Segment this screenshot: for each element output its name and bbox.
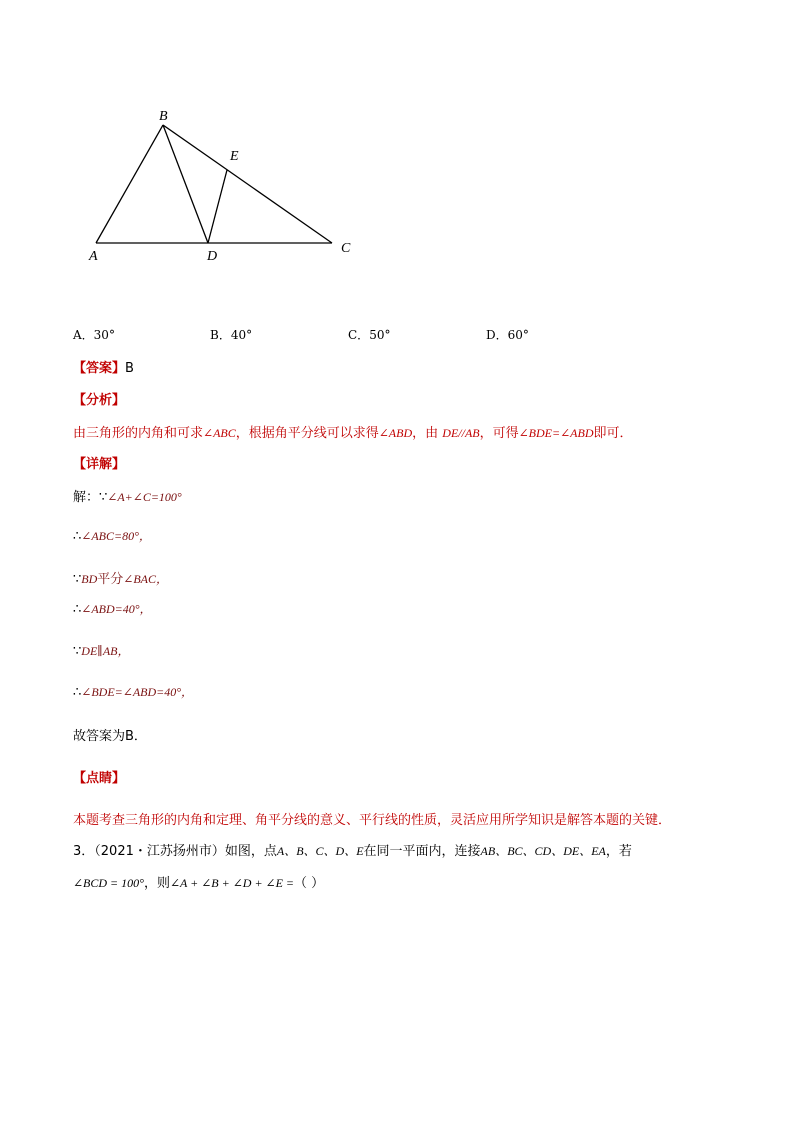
detail-step-2-text: ∠ABC=80°，: [81, 529, 151, 543]
question-3-given: ∠BCD = 100°: [73, 876, 144, 890]
question-3-then: ，则: [143, 876, 170, 891]
question-3-segments: AB、BC、CD、DE、EA: [480, 844, 606, 858]
analysis-t2: ∠ABC: [203, 426, 236, 440]
label-D: D: [207, 249, 218, 264]
analysis-t1: 由三角形的内角和可求: [73, 426, 204, 441]
analysis-t4: ∠ABD: [378, 426, 413, 440]
question-3-middle: 在同一平面内，连接: [363, 844, 481, 859]
option-b: [210, 326, 252, 343]
option-d-value: 60°: [507, 328, 529, 342]
detail-step-3b: 平分: [97, 572, 124, 587]
answer-line: [73, 357, 134, 376]
comment-text: 本题考查三角形的内角和定理、角平分线的意义、平行线的性质，灵活应用所学知识是解答本题的关键．: [73, 813, 672, 828]
detail-step-6: [73, 683, 193, 700]
analysis-t7: ，可得: [479, 426, 519, 441]
detail-tag: 【详解】: [73, 457, 126, 472]
answer-tag: 【答案】: [73, 361, 126, 376]
question-3-blank: （ ）: [294, 876, 325, 891]
analysis-t3: ，根据角平分线可以求得: [235, 426, 379, 441]
question-3-expression: ∠A + ∠B + ∠D + ∠E =: [169, 876, 295, 890]
analysis-text: [73, 422, 633, 441]
label-E: E: [230, 149, 239, 164]
label-B: B: [159, 109, 168, 124]
detail-step-1: [73, 486, 182, 505]
detail-step-3-prefix: ∵: [73, 572, 82, 587]
option-a-value: 30°: [93, 328, 115, 342]
question-3-points: A、B、C、D、E: [276, 844, 364, 858]
detail-step-2-prefix: ∴: [73, 529, 82, 544]
label-C: C: [341, 241, 351, 256]
question-3-intro: 3．（2021・江苏扬州市）如图，点: [73, 844, 277, 859]
option-a-letter: A．: [73, 328, 94, 342]
detail-step-6-prefix: ∴: [73, 685, 82, 700]
comment-tag: 【点睛】: [73, 771, 126, 786]
label-A: A: [89, 249, 98, 264]
triangle-diagram: [80, 100, 380, 280]
option-b-value: 40°: [230, 328, 253, 342]
analysis-t9: 即可．: [593, 426, 633, 441]
detail-step-1-prefix: 解：∵: [73, 490, 108, 505]
option-d-letter: D．: [486, 328, 508, 342]
segment-BC: [163, 125, 332, 243]
detail-step-6-text: ∠BDE=∠ABD=40°，: [81, 685, 194, 699]
analysis-t8: ∠BDE=∠ABD: [518, 426, 594, 440]
segment-BD: [163, 125, 208, 243]
option-b-letter: B．: [210, 328, 231, 342]
detail-step-5: [73, 642, 129, 659]
analysis-t5: ，由: [412, 426, 443, 441]
option-c-value: 50°: [369, 328, 391, 342]
detail-step-4-prefix: ∴: [73, 602, 82, 617]
option-a: [73, 326, 115, 343]
option-d: [486, 326, 529, 343]
detail-step-3: [73, 568, 168, 587]
detail-step-4: [73, 600, 152, 617]
detail-step-4-text: ∠ABD=40°，: [81, 602, 152, 616]
question-3-if: ，若: [605, 844, 632, 859]
question-3-line-1: [73, 840, 632, 859]
detail-step-2: [73, 527, 151, 544]
detail-step-5-text: DE∥AB，: [81, 644, 130, 658]
question-3-line-2: [73, 872, 324, 891]
segment-AB: [96, 125, 163, 243]
detail-step-3a: BD: [81, 572, 98, 586]
detail-step-1-text: ∠A+∠C=100°: [107, 490, 182, 504]
detail-step-3c: ∠BAC，: [123, 572, 169, 586]
detail-conclusion: 故答案为B．: [73, 729, 147, 744]
option-c: [348, 326, 390, 343]
analysis-t6: DE//AB: [442, 426, 480, 440]
option-c-letter: C．: [348, 328, 370, 342]
segment-DE: [208, 170, 227, 243]
triangle-figure: [80, 100, 380, 280]
detail-step-5-prefix: ∵: [73, 644, 82, 659]
analysis-tag: 【分析】: [73, 393, 126, 408]
answer-value: B: [125, 361, 134, 376]
